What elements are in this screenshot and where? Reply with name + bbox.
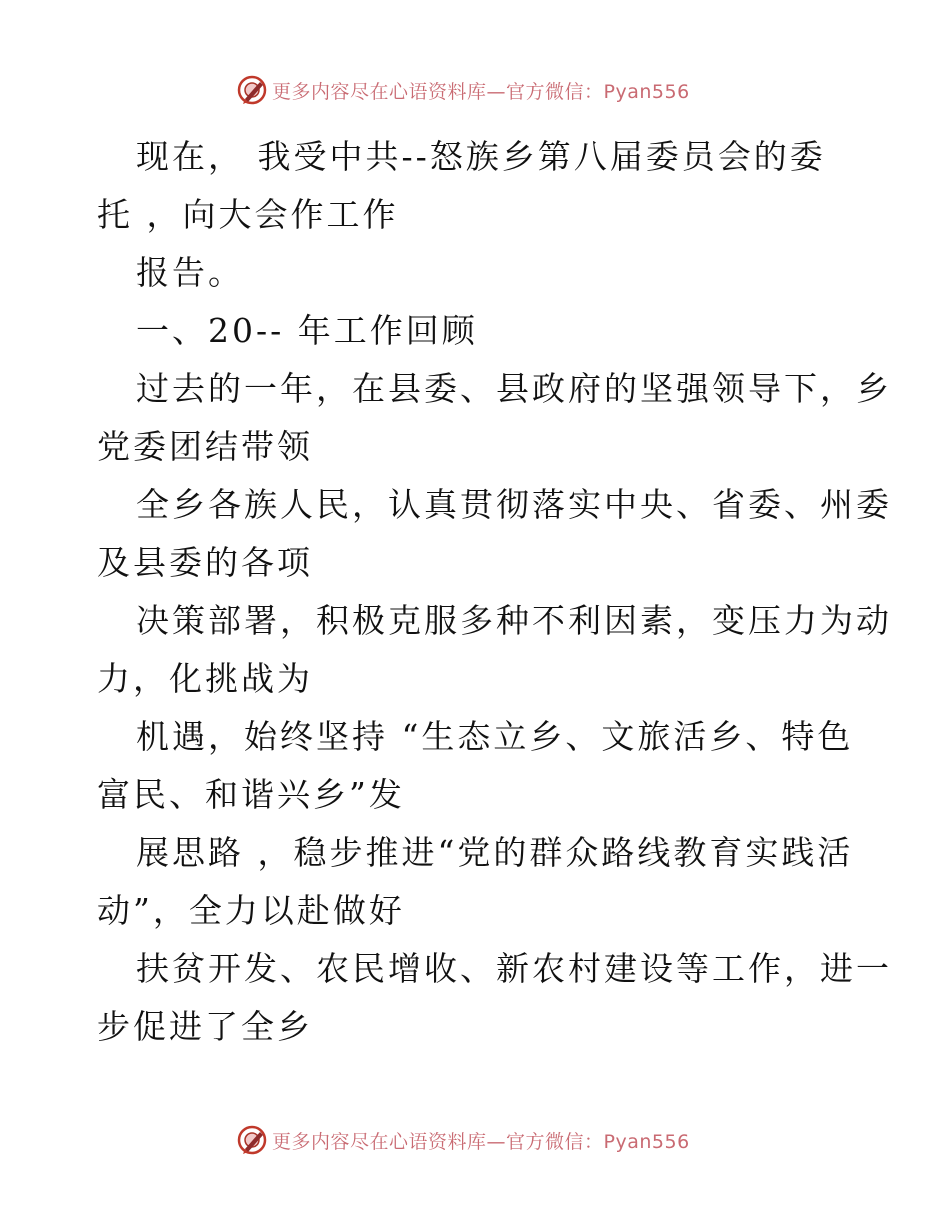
paragraph-line: 党委团结带领 bbox=[97, 427, 313, 466]
paragraph-line: 报告。 bbox=[136, 253, 244, 292]
paragraph-line: 扶贫开发、农民增收、新农村建设等工作，进一 bbox=[136, 949, 892, 988]
paragraph-line: 决策部署，积极克服多种不利因素，变压力为动 bbox=[136, 601, 892, 640]
paragraph-line: 机遇，始终坚持 “生态立乡、文旅活乡、特色 bbox=[136, 717, 854, 756]
footer-watermark bbox=[236, 1122, 736, 1158]
document-body bbox=[97, 128, 892, 1056]
paragraph-line: 现在， 我受中共--怒族乡第八届委员会的委 bbox=[136, 137, 826, 176]
paragraph-line: 动”，全力以赴做好 bbox=[97, 891, 405, 930]
watermark-text: 更多内容尽在心语资料库—官方微信：Pyan556 bbox=[272, 80, 690, 103]
paragraph-line: 及县委的各项 bbox=[97, 543, 313, 582]
paragraph-line: 过去的一年，在县委、县政府的坚强领导下，乡 bbox=[136, 369, 892, 408]
pen-logo-icon bbox=[236, 1124, 268, 1156]
watermark-text: 更多内容尽在心语资料库—官方微信：Pyan556 bbox=[272, 1130, 690, 1153]
paragraph-line: 步促进了全乡 bbox=[97, 1007, 313, 1046]
paragraph-line: 富民、和谐兴乡”发 bbox=[97, 775, 405, 814]
paragraph-line: 托 ，向大会作工作 bbox=[97, 195, 399, 234]
header-watermark bbox=[236, 72, 736, 108]
paragraph-line: 力，化挑战为 bbox=[97, 659, 313, 698]
paragraph-line: 展思路 ，稳步推进“党的群众路线教育实践活 bbox=[136, 833, 854, 872]
paragraph-line: 全乡各族人民，认真贯彻落实中央、省委、州委 bbox=[136, 485, 892, 524]
pen-logo-icon bbox=[236, 74, 268, 106]
section-heading: 一、20-- 年工作回顾 bbox=[136, 311, 478, 350]
